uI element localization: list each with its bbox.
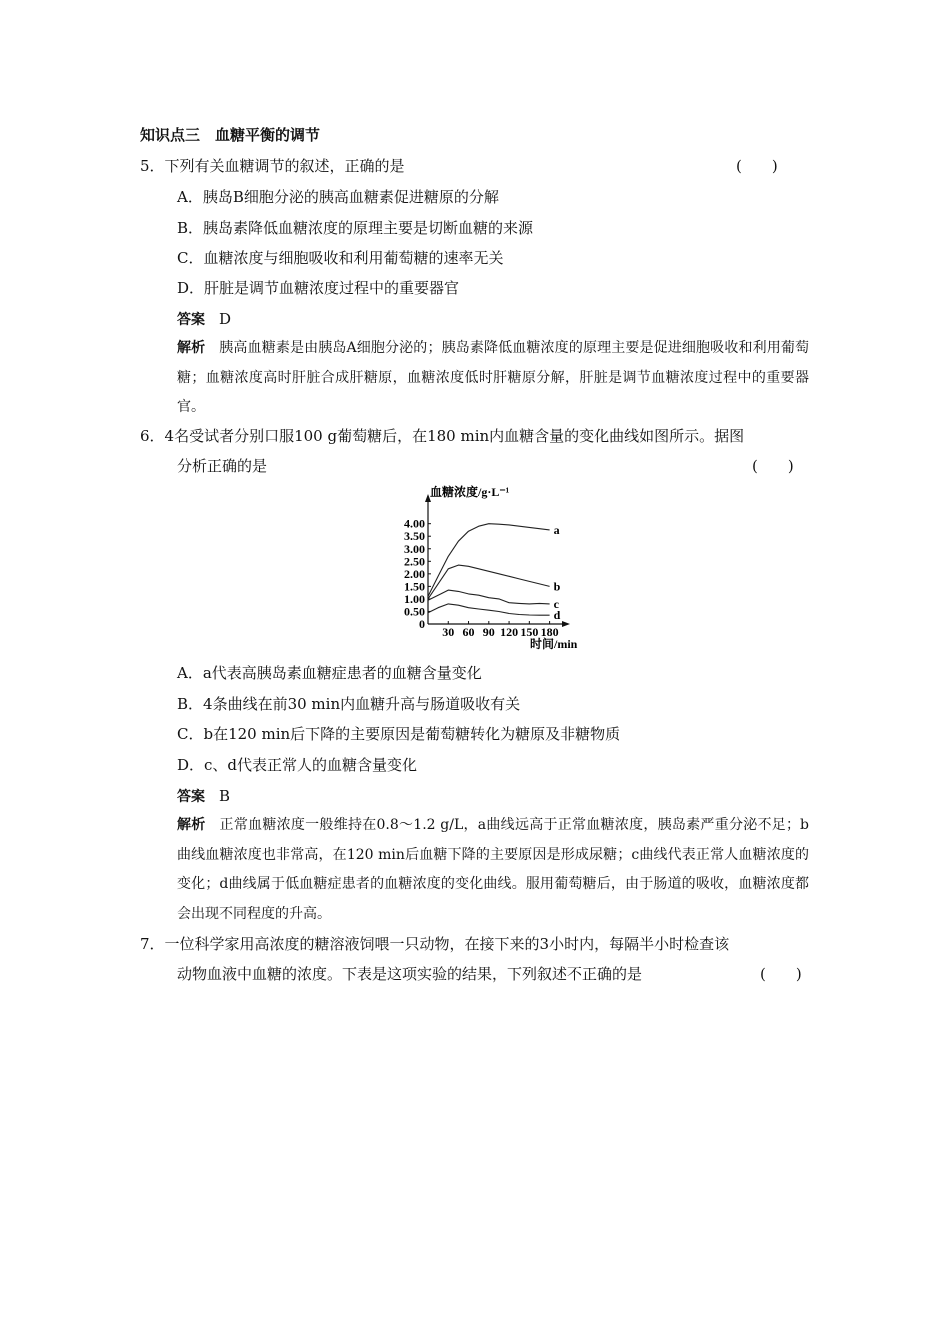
series-b-label: b (553, 579, 561, 594)
series-a-line (428, 524, 550, 597)
q6-explanation (177, 811, 809, 929)
q6-answer-label: 答案 (177, 789, 205, 805)
q5-answer-value: D (219, 310, 232, 328)
q5-option-a: A．胰岛B细胞分泌的胰高血糖素促进糖原的分解 (177, 188, 499, 206)
y-tick-label: 2.50 (404, 554, 425, 569)
q5-answer-label: 答案 (177, 312, 205, 328)
q6-explanation-label: 解析 (177, 817, 206, 833)
y-tick-label: 3.00 (404, 541, 425, 556)
q5-explanation-label: 解析 (177, 340, 206, 356)
q7-stem-line2: 动物血液中血糖的浓度。下表是这项实验的结果，下列叙述不正确的是 (177, 965, 643, 983)
q6-answer-value: B (219, 787, 231, 805)
q6-option-d: D．c、d代表正常人的血糖含量变化 (177, 756, 418, 774)
q6-stem-line2: 分析正确的是 (177, 457, 268, 475)
q5-answer-paren: ( ) (736, 157, 778, 175)
q6-answer-paren: ( ) (752, 457, 794, 475)
q5-explanation-text: 胰高血糖素是由胰岛A细胞分泌的；胰岛素降低血糖浓度的原理主要是促进细胞吸收和利用葡萄糖；血糖浓度高时肝脏合成肝糖原，血糖浓度低时肝糖原分解，肝脏是调节血糖浓度过程中的重要器官。 (177, 340, 810, 415)
section-title: 知识点三 血糖平衡的调节 (140, 126, 321, 144)
q6-option-a: A．a代表高胰岛素血糖症患者的血糖含量变化 (177, 664, 482, 682)
y-tick-label: 0 (419, 617, 425, 631)
y-tick-label: 1.00 (404, 591, 425, 606)
q6-explanation-text: 正常血糖浓度一般维持在0.8～1.2 g/L，a曲线远高于正常血糖浓度，胰岛素严重分泌不足；b曲线血糖浓度也非常高，在120 min后血糖下降的主要原因是形成尿糖；c曲线代表正常人血糖浓度的变化；d曲线属于低血糖症患者的血糖浓度的变化曲线。服用葡萄糖后，由于肠道的吸收，血糖浓度都会出现不同程度的升高。 (177, 817, 810, 922)
q7-answer-paren: ( ) (760, 965, 802, 983)
x-tick-label: 30 (442, 625, 455, 639)
y-tick-label: 4.00 (404, 516, 425, 531)
x-tick-label: 180 (540, 625, 559, 639)
series-c-label: c (553, 596, 559, 611)
q5-answer (177, 309, 231, 330)
series-a-label: a (553, 522, 560, 537)
x-tick-label: 90 (482, 625, 495, 639)
q5-option-c: C．血糖浓度与细胞吸收和利用葡萄糖的速率无关 (177, 249, 504, 267)
y-tick-label: 3.50 (404, 529, 425, 544)
x-tick-label: 120 (500, 625, 519, 639)
series-d-line (428, 604, 550, 615)
q6-option-c: C．b在120 min后下降的主要原因是葡萄糖转化为糖原及非糖物质 (177, 725, 621, 743)
q6-answer (177, 786, 230, 807)
chart-ylabel: 血糖浓度/g·L⁻¹ (430, 485, 510, 499)
q7-stem-line1: 7．一位科学家用高浓度的糖溶液饲喂一只动物，在接下来的3小时内，每隔半小时检查该 (140, 935, 730, 953)
q6-option-b: B．4条曲线在前30 min内血糖升高与肠道吸收有关 (177, 695, 521, 713)
q5-option-b: B．胰岛素降低血糖浓度的原理主要是切断血糖的来源 (177, 219, 534, 237)
q5-explanation (177, 334, 809, 423)
series-c-line (428, 590, 550, 604)
y-tick-label: 0.50 (404, 604, 425, 619)
blood-glucose-chart (390, 480, 590, 652)
chart-xlabel: 时间/min (530, 637, 578, 651)
q5-stem: 5．下列有关血糖调节的叙述，正确的是 (140, 157, 405, 175)
x-axis-arrow (562, 621, 570, 627)
x-tick-label: 60 (462, 625, 475, 639)
series-d-label: d (553, 608, 561, 623)
y-tick-label: 1.50 (404, 579, 425, 594)
y-tick-label: 2.00 (404, 566, 425, 581)
x-tick-label: 150 (520, 625, 539, 639)
series-b-line (428, 565, 550, 599)
q5-option-d: D．肝脏是调节血糖浓度过程中的重要器官 (177, 279, 460, 297)
q6-stem-line1: 6．4名受试者分别口服100 g葡萄糖后，在180 min内血糖含量的变化曲线如图所示。据图 (140, 427, 745, 445)
